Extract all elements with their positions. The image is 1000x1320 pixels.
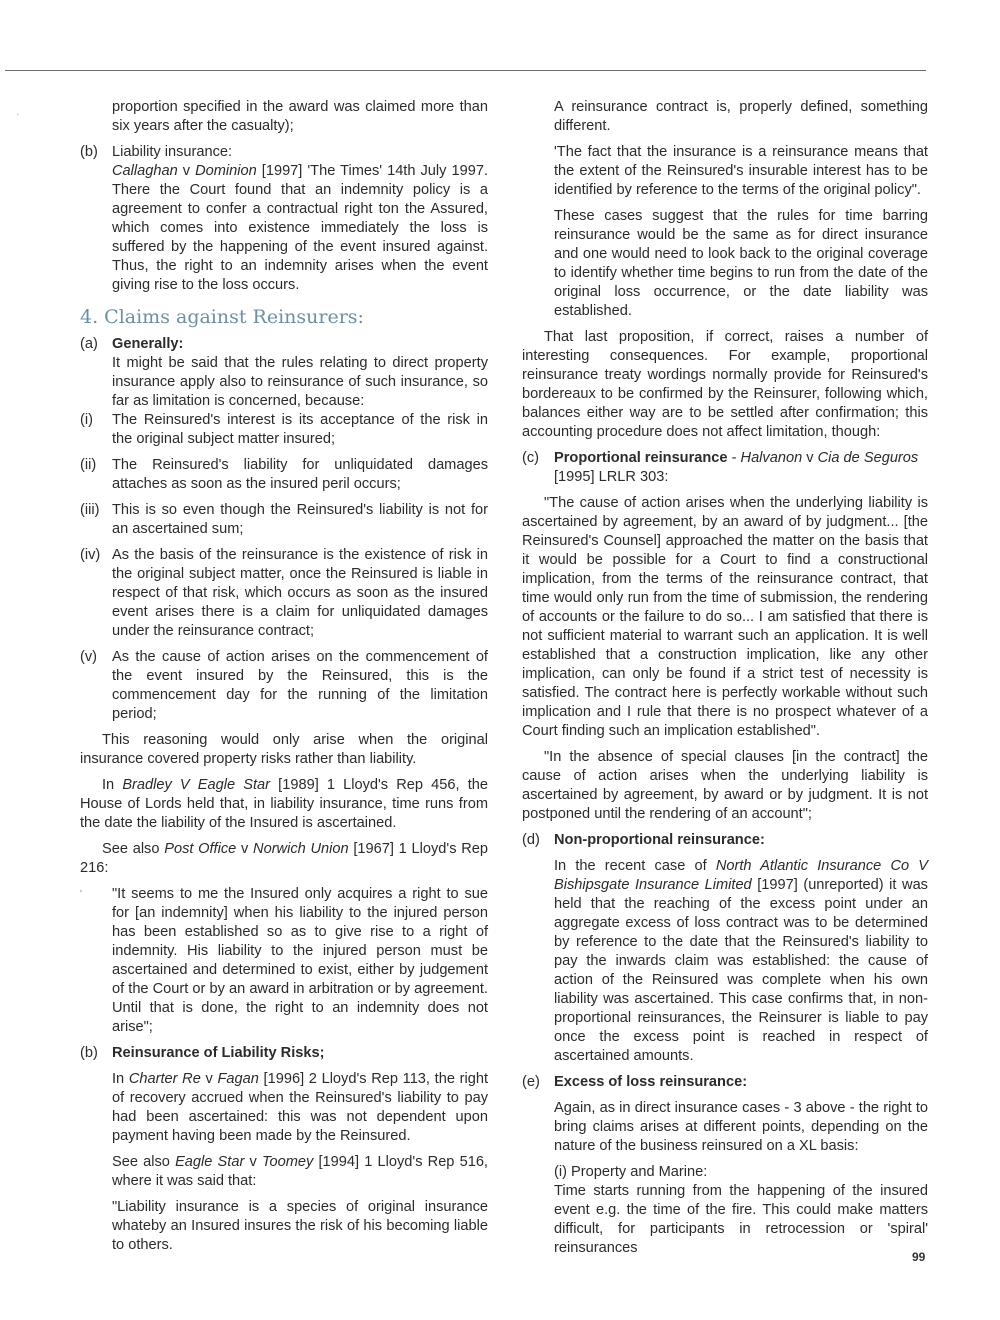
section-d-non-proportional <box>522 831 928 1066</box>
item-title: Generally: <box>112 336 184 352</box>
list-item <box>80 501 488 539</box>
item-label: (c) <box>522 450 540 466</box>
text: In <box>102 777 123 793</box>
list-item <box>80 648 488 724</box>
item-title: Excess of loss reinsurance: <box>554 1074 748 1090</box>
header-rule <box>5 70 926 71</box>
case-name: Callaghan <box>112 163 178 179</box>
case-text: [1994] 1 Lloyd's Rep 516, where it was said that: <box>112 1154 488 1189</box>
case-text: [1996] 2 Lloyd's Rep 113, the right of recovery accrued when the Reinsured's liability to pay had been ascertained: this was not dependent upon payment having been made by the Reinsured. <box>112 1071 488 1144</box>
item-label: (iv) <box>80 547 101 563</box>
right-column <box>522 98 928 1265</box>
text: See also <box>112 1154 176 1170</box>
paragraph <box>112 1153 488 1191</box>
paragraph <box>80 776 488 833</box>
case-name: Norwich Union <box>253 841 349 857</box>
case-v: v <box>200 1071 218 1087</box>
case-v: v <box>802 450 818 466</box>
margin-mark: ' <box>17 112 19 122</box>
paragraph: proportion specified in the award was claimed more than six years after the casualty); <box>112 99 488 134</box>
section-c-proportional <box>522 449 928 487</box>
case-name: Fagan <box>217 1071 259 1087</box>
subheading: (i) Property and Marine: <box>554 1164 708 1180</box>
item-title: Liability insurance: <box>112 144 233 160</box>
paragraph <box>112 162 488 295</box>
text: In the recent case of <box>554 858 716 874</box>
quote-block <box>80 885 488 1037</box>
item-title: Non-proportional reinsurance: <box>554 832 765 848</box>
case-text: [1989] 1 Lloyd's Rep 456, the House of Lords held that, in liability insurance, time runs from the date the liability of the Insured is ascertained. <box>80 777 488 831</box>
item-label: (i) <box>80 412 93 428</box>
paragraph <box>112 1070 488 1146</box>
section-a-generally <box>80 335 488 411</box>
left-column <box>80 98 488 1262</box>
roman-list <box>80 411 488 724</box>
case-name: Halvanon <box>740 450 803 466</box>
quote-mark: ' <box>80 889 82 900</box>
quotation: "In the absence of special clauses [in the contract] the cause of action arises when the underlying liability is ascertained by agreement, by award or by judgment. It is not postponed until the rendering of an account"; <box>522 749 928 822</box>
list-item-text: The Reinsured's liability for unliquidated damages attaches as soon as the insured peril occurs; <box>112 457 488 492</box>
case-name: Bradley V Eagle Star <box>122 777 271 793</box>
item-label: (b) <box>80 144 98 160</box>
list-item <box>80 546 488 641</box>
case-name: Cia de Seguros <box>817 450 919 466</box>
quotation: "The cause of action arises when the underlying liability is ascertained by agreement, by an award of by judgment... [the Reinsured's Counsel] approached the matter on the basis that it would be possible for a Court to find a constructional implication, from the terms of the reinsurance contract, that time would only run from the time of submission, the rendering of accounts or the failure to do so... I am satisfied that there is not sufficient material to warrant such an application. It is well established that a construction implication, like any other implication, can only be found if a strict test of necessity is satisfied. The contract here is perfectly workable without such implication and I rule that there is no prospect whatever of a Court finding such an implication established". <box>522 495 928 739</box>
list-item <box>80 456 488 494</box>
list-item-text: The Reinsured's interest is its acceptance of the risk in the original subject matter insured; <box>112 412 488 447</box>
case-name: Eagle Star <box>175 1154 245 1170</box>
list-item-text: As the basis of the reinsurance is the existence of risk in the original subject matter, once the Reinsured is liable in respect of that risk, which occurs as soon as the insured event arises there is a claim for unliquidated damages under the reinsurance contract; <box>112 547 488 639</box>
page-number: 99 <box>912 1250 926 1264</box>
item-label: (a) <box>80 336 98 352</box>
paragraph <box>554 857 928 1066</box>
case-text: [1995] LRLR 303: <box>554 469 669 485</box>
case-name: Toomey <box>261 1154 314 1170</box>
case-name: Dominion <box>195 163 257 179</box>
text: In <box>112 1071 129 1087</box>
section-b-liability-insurance <box>80 143 488 295</box>
quotation: "Liability insurance is a species of original insurance whateby an Insured insures the risk of his becoming liable to others. <box>112 1199 488 1253</box>
item-title: Reinsurance of Liability Risks; <box>112 1045 325 1061</box>
list-item-text: As the cause of action arises on the commencement of the event insured by the Reinsured, this is the commencement day for the running of the limitation period; <box>112 649 488 722</box>
case-name: North Atlantic Insurance Co V Bishipsgate Insurance Limited <box>554 858 929 893</box>
item-label: (b) <box>80 1045 98 1061</box>
case-v: v <box>244 1154 262 1170</box>
paragraph: It might be said that the rules relating to direct property insurance apply also to reinsurance of such insurance, so far as limitation is concerned, because: <box>112 355 488 409</box>
case-text: [1997] 'The Times' 14th July 1997. There the Court found that an indemnity policy is a agreement to confer a contractual right ton the Assured, which comes into existence immediately the loss is suffered by the happening of the event insured against. Thus, the right to an indemnity arises when the event giving rise to the loss occurs. <box>112 163 489 293</box>
section-b-reinsurance-liability <box>80 1044 488 1255</box>
item-label: (iii) <box>80 502 100 518</box>
text: See also <box>102 841 165 857</box>
item-label: (v) <box>80 649 98 665</box>
item-label: (d) <box>522 832 540 848</box>
text: - <box>727 450 741 466</box>
paragraph: That last proposition, if correct, raises a number of interesting consequences. For example, proportional reinsurance treaty wordings normally provide for Reinsured's bordereaux to be confirmed by the Reinsurer, following which, balances either way are to be settled after confirmation; this accounting procedure does not affect limitation, though: <box>522 329 928 440</box>
case-name: Post Office <box>164 841 237 857</box>
case-v: v <box>236 841 254 857</box>
list-item-text: This is so even though the Reinsured's liability is not for an ascertained sum; <box>112 502 488 537</box>
paragraph: These cases suggest that the rules for time barring reinsurance would be the same as for direct insurance and one would need to look back to the original coverage to identify whether time begins to run from the date of the original loss occurrence, or the date liability was established. <box>554 208 928 319</box>
quotation: 'The fact that the insurance is a reinsurance means that the extent of the Reinsured's insurable interest has to be identified by reference to the terms of the original policy". <box>554 144 928 198</box>
item-title: Proportional reinsurance <box>554 450 728 466</box>
paragraph: Again, as in direct insurance cases - 3 above - the right to bring claims arises at different points, depending on the nature of the business reinsured on a XL basis: <box>554 1100 928 1154</box>
case-text: [1967] 1 Lloyd's Rep 216: <box>80 841 488 876</box>
item-label: (ii) <box>80 457 97 473</box>
section-heading: 4. Claims against Reinsurers: <box>80 306 364 328</box>
section-e-excess-of-loss <box>522 1073 928 1258</box>
case-v: v <box>177 163 196 179</box>
list-item <box>80 411 488 449</box>
case-name: Charter Re <box>128 1071 201 1087</box>
paragraph <box>80 840 488 878</box>
item-label: (e) <box>522 1074 540 1090</box>
case-text: [1997] (unreported) it was held that the reaching of the excess point under an aggregate excess of loss contract was to be determined by reference to the date that the Reinsured's liability to pay the inwards claim was established: the cause of action of the Reinsured was complete when his own liability was ascertained. This case confirms that, in non-proportional reinsurances, the Reinsurer is liable to pay once the excess point is reached in respect of ascertained amounts. <box>554 877 928 1064</box>
quotation: "It seems to me the Insured only acquires a right to sue for [an indemnity] when his liability to the injured person has been established so as to give rise to a right of indemnity. His liability to the injured person must be ascertained and determined to exist, either by judgement of the Court or by an award in arbitration or by agreement. Until that is done, the right to an indemnity does not arise"; <box>112 886 488 1035</box>
paragraph: Time starts running from the happening of the insured event e.g. the time of the fire. This could make matters difficult, for participants in retrocession or 'spiral' reinsurances <box>554 1183 928 1256</box>
paragraph: This reasoning would only arise when the original insurance covered property risks rather than liability. <box>80 732 488 767</box>
paragraph: A reinsurance contract is, properly defined, something different. <box>554 99 928 134</box>
